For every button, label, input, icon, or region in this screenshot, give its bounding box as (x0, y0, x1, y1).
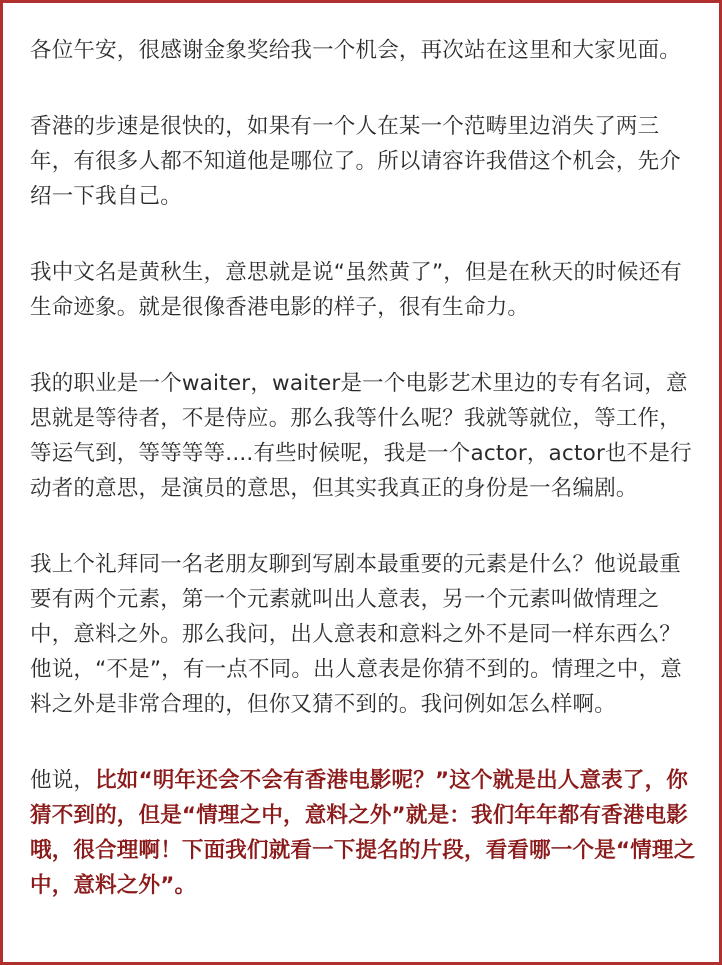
paragraph-profession: 我的职业是一个waiter，waiter是一个电影艺术里边的专有名词，意思就是等待者，不是侍应。那么我等什么呢？我就等就位，等工作，等运气到，等等等等....有些时候呢，我是一个actor，actor也不是行动者的意思，是演员的意思，但其实我真正的身份是一名编剧。 (30, 371, 692, 501)
paragraph-name: 我中文名是黄秋生，意思就是说“虽然黄了”，但是在秋天的时候还有生命迹象。就是很像香港电影的样子，很有生命力。 (30, 260, 682, 320)
conclusion-prefix: 他说， (30, 768, 96, 793)
speech-text (30, 33, 698, 903)
paragraph-script-elements: 我上个礼拜同一名老朋友聊到写剧本最重要的元素是什么？他说最重要有两个元素，第一个元素就叫出人意表，另一个元素叫做情理之中，意料之外。那么我问，出人意表和意料之外不是同一样东西么？他说，“不是”，有一点不同。出人意表是你猜不到的。情理之中，意料之外是非常合理的，但你又猜不到的。我问例如怎么样啊。 (30, 552, 682, 717)
paragraph-hong-kong-pace: 香港的步速是很快的，如果有一个人在某一个范畴里边消失了两三年，有很多人都不知道他是哪位了。所以请容许我借这个机会，先介绍一下我自己。 (30, 114, 682, 209)
paragraph-conclusion (30, 763, 698, 903)
conclusion-highlight: 比如“明年还会不会有香港电影呢？”这个就是出人意表了，你猜不到的，但是“情理之中，意料之外”就是：我们年年都有香港电影哦，很合理啊！下面我们就看一下提名的片段，看看哪一个是“情理之中，意料之外”。 (30, 768, 696, 898)
paragraph-greeting: 各位午安，很感谢金象奖给我一个机会，再次站在这里和大家见面。 (30, 38, 682, 63)
